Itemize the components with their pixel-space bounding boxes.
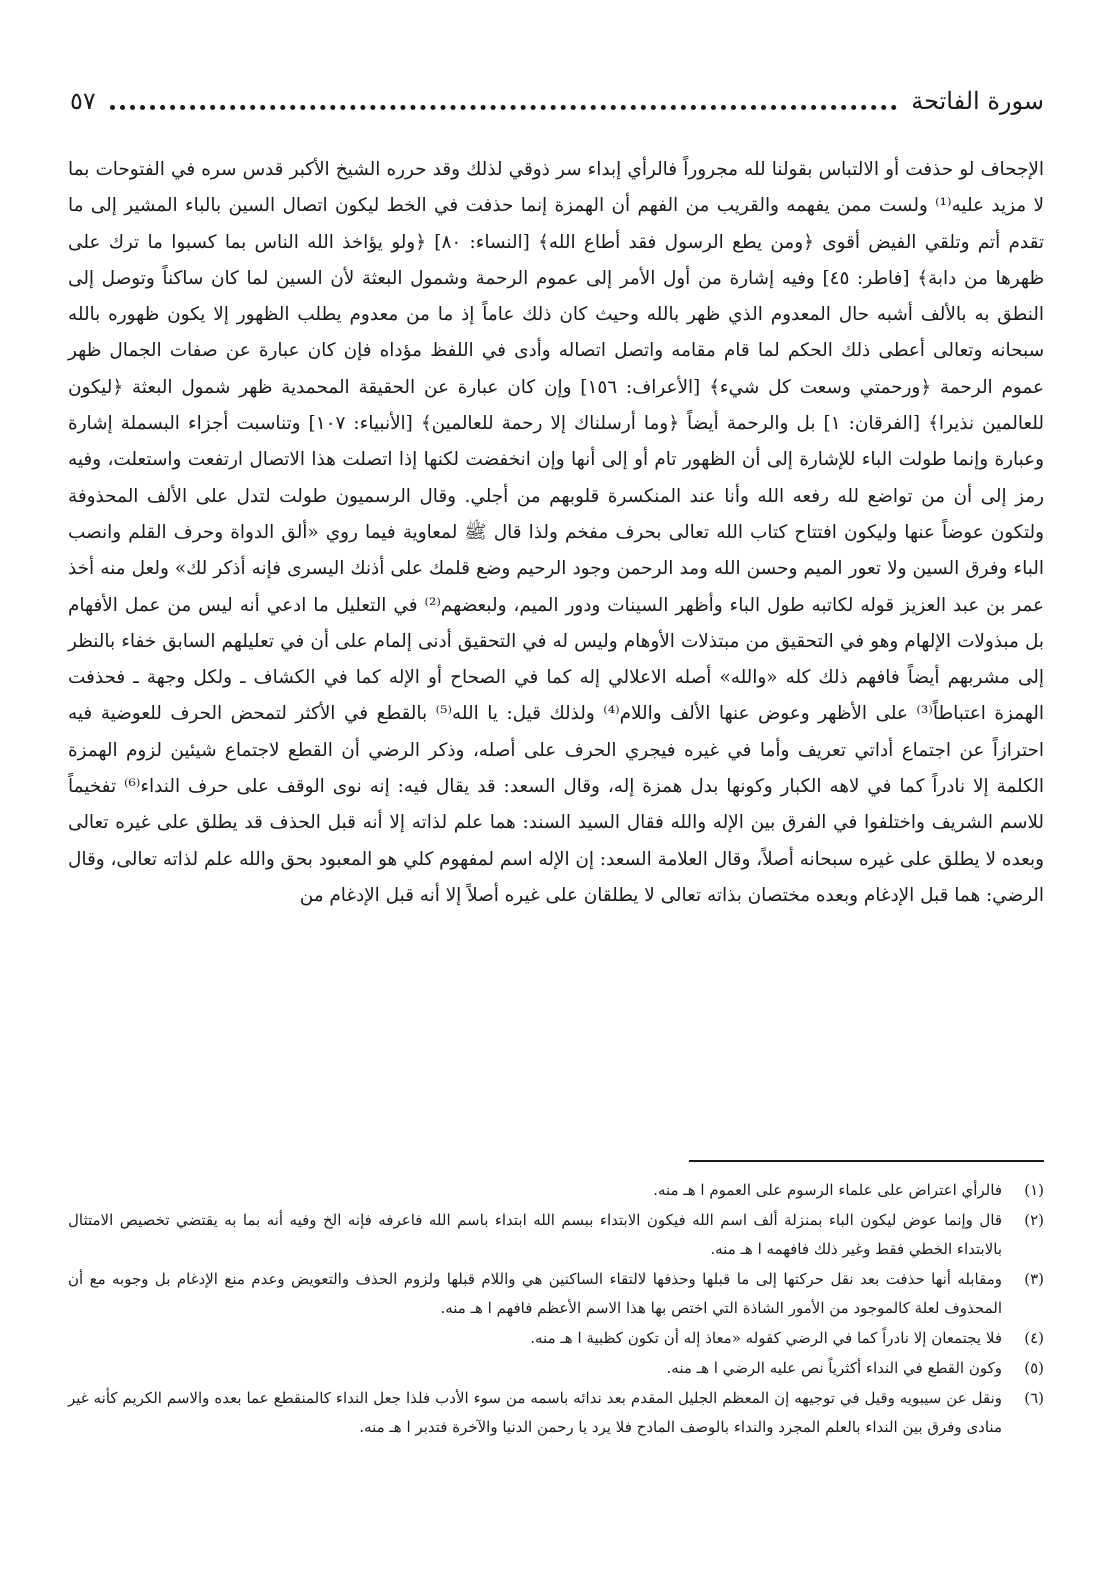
- footnote-2: [68, 1206, 1044, 1264]
- footnote-number: (١): [1024, 1181, 1044, 1199]
- footnote-number: (٣): [1024, 1270, 1044, 1288]
- leader-dots: [110, 105, 897, 110]
- footnote-1: [68, 1176, 1044, 1205]
- footnote-number: (٤): [1024, 1329, 1044, 1347]
- main-text: [68, 152, 1044, 914]
- footnote-6: [68, 1384, 1044, 1442]
- footnotes: [68, 1176, 1044, 1443]
- footnote-text: فالرأي اعتراض على علماء الرسوم على العموم ا هـ منه.: [653, 1181, 1002, 1199]
- chapter-title: سورة الفاتحة: [911, 87, 1044, 115]
- footnote-text: ونقل عن سيبويه وقيل في توجيهه إن المعظم الجليل المقدم بعد ندائه باسمه من سوء الأدب فلذا جعل النداء كالمنقطع عما بعده والاسم الكريم كأنه غير منادى وفرق بين النداء بالعلم المجرد والنداء بالوصف المادح فلا يرد يا رحمن الدنيا والآخرة فتدبر ا هـ منه.: [68, 1389, 1002, 1436]
- footnote-text: ومقابله أنها حذفت بعد نقل حركتها إلى ما قبلها وحذفها لالتقاء الساكنين هي واللام قبلها ولزوم الحذف والتعويض وعدم منع الإدغام بل وجوبه مع أن المحذوف لعلة كالموجود من الأمور الشاذة التي اختص بها هذا الاسم الأعظم فافهم ا هـ منه.: [68, 1270, 1002, 1317]
- footnote-separator: [689, 1160, 1044, 1162]
- footnote-text: فلا يجتمعان إلا نادراً كما في الرضي كقوله «معاذ إله أن تكون كظبية ا هـ منه.: [530, 1329, 1002, 1347]
- page-number: ٥٧: [70, 87, 96, 115]
- footnote-number: (٥): [1024, 1359, 1044, 1377]
- footnote-number: (٢): [1024, 1211, 1044, 1229]
- footnote-4: [68, 1324, 1044, 1353]
- footnote-number: (٦): [1024, 1389, 1044, 1407]
- footnote-text: قال وإنما عوض ليكون الباء بمنزلة ألف اسم الله فيكون الابتداء ببسم الله ابتداء باسم الله فاعرفه فإنه الخ وفيه أنه بما به يقتضي تخصيص الامتثال بالابتداء الخطي فقط وغير ذلك فافهمه ا هـ منه.: [68, 1211, 1002, 1258]
- footnote-text: وكون القطع في النداء أكثرياً نص عليه الرضي ا هـ منه.: [666, 1359, 1002, 1377]
- footnote-5: [68, 1354, 1044, 1383]
- body-paragraph: الإجحاف لو حذفت أو الالتباس بقولنا لله مجروراً فالرأي إبداء سر ذوقي لذلك وقد حرره الشيخ الأكبر قدس سره في الفتوحات بما لا مزيد عليه⁽¹⁾ ولست ممن يفهمه والقريب من الفهم أن الهمزة إنما حذفت في الخط ليكون اتصال السين بالباء المشير إلى ما تقدم أتم وتلقي الفيض أقوى ﴿ومن يطع الرسول فقد أطاع الله﴾ [النساء: ٨٠] ﴿ولو يؤاخذ الله الناس بما كسبوا ما ترك على ظهرها من دابة﴾ [فاطر: ٤٥] وفيه إشارة من أول الأمر إلى عموم الرحمة وشمول البعثة لأن السين لما كان ساكناً وتوصل إلى النطق به بالألف أشبه حال المعدوم الذي ظهر بالله وحيث كان ذلك عاماً إذ ما من معدوم يطلب الظهور إلا يكون ظهوره بالله سبحانه وتعالى أعطى ذلك الحكم لما قام مقامه واتصل اتصاله وأدى في اللفظ مؤداه فإن كان عبارة عن صفات الجمال ظهر عموم الرحمة ﴿ورحمتي وسعت كل شيء﴾ [الأعراف: ١٥٦] وإن كان عبارة عن الحقيقة المحمدية ظهر شمول البعثة ﴿ليكون للعالمين نذيرا﴾ [الفرقان: ١] بل والرحمة أيضاً ﴿وما أرسلناك إلا رحمة للعالمين﴾ [الأنبياء: ١٠٧] وتناسبت أجزاء البسملة إشارة وعبارة وإنما طولت الباء للإشارة إلى أن الظهور تام أو إلى أنها وإن انخفضت لكنها إذا اتصلت هذا الاتصال ارتفعت واستعلت، وفيه رمز إلى أن من تواضع لله رفعه الله وأنا عند المنكسرة قلوبهم من أجلي. وقال الرسميون طولت لتدل على الألف المحذوفة ولتكون عوضاً عنها وليكون افتتاح كتاب الله تعالى بحرف مفخم ولذا قال ﷺ لمعاوية فيما روي «ألق الدواة وحرف القلم وانصب الباء وفرق السين ولا تعور الميم وحسن الله ومد الرحمن وجود الرحيم وضع قلمك على أذنك اليسرى فإنه أذكر لك» ولعل منه أخذ عمر بن عبد العزيز قوله لكاتبه طول الباء وأظهر السينات ودور الميم، ولبعضهم⁽²⁾ في التعليل ما ادعي أنه ليس من عمل الأفهام بل مبذولات الإلهام وهو في التحقيق من مبتذلات الأوهام وليس له في التحقيق أدنى إلمام على أن في تعليلهم السابق خفاء بالنظر إلى مشربهم أيضاً فافهم ذلك كله «والله» أصله الاعلالي إله كما في الصحاح أو الإله كما في الكشاف ـ ولكل وجهة ـ فحذفت الهمزة اعتباطاً⁽³⁾ على الأظهر وعوض عنها الألف واللام⁽⁴⁾ ولذلك قيل: يا الله⁽⁵⁾ بالقطع في الأكثر لتمحض الحرف للعوضية فيه احترازاً عن اجتماع أداتي تعريف وأما في غيره فيجري الحرف على أصله، وذكر الرضي أن القطع لاجتماع شيئين لزوم الهمزة الكلمة إلا نادراً كما في لاهه الكبار وكونها بدل همزة إله، وقال السعد: قد يقال فيه: إنه نوى الوقف على حرف النداء⁽⁶⁾ تفخيماً للاسم الشريف واختلفوا في الفرق بين الإله والله فقال السيد السند: هما علم لذاته إلا أنه قبل الحذف قد يطلق على غيره تعالى وبعده لا يطلق على غيره سبحانه أصلاً، وقال العلامة السعد: إن الإله اسم لمفهوم كلي هو المعبود بحق والله علم لذاته تعالى، وقال الرضي: هما قبل الإدغام وبعده مختصان بذاته تعالى لا يطلقان على غيره أصلاً إلا أنه قبل الإدغام من: [68, 159, 1045, 906]
- footnote-3: [68, 1265, 1044, 1323]
- running-header: [70, 78, 1044, 124]
